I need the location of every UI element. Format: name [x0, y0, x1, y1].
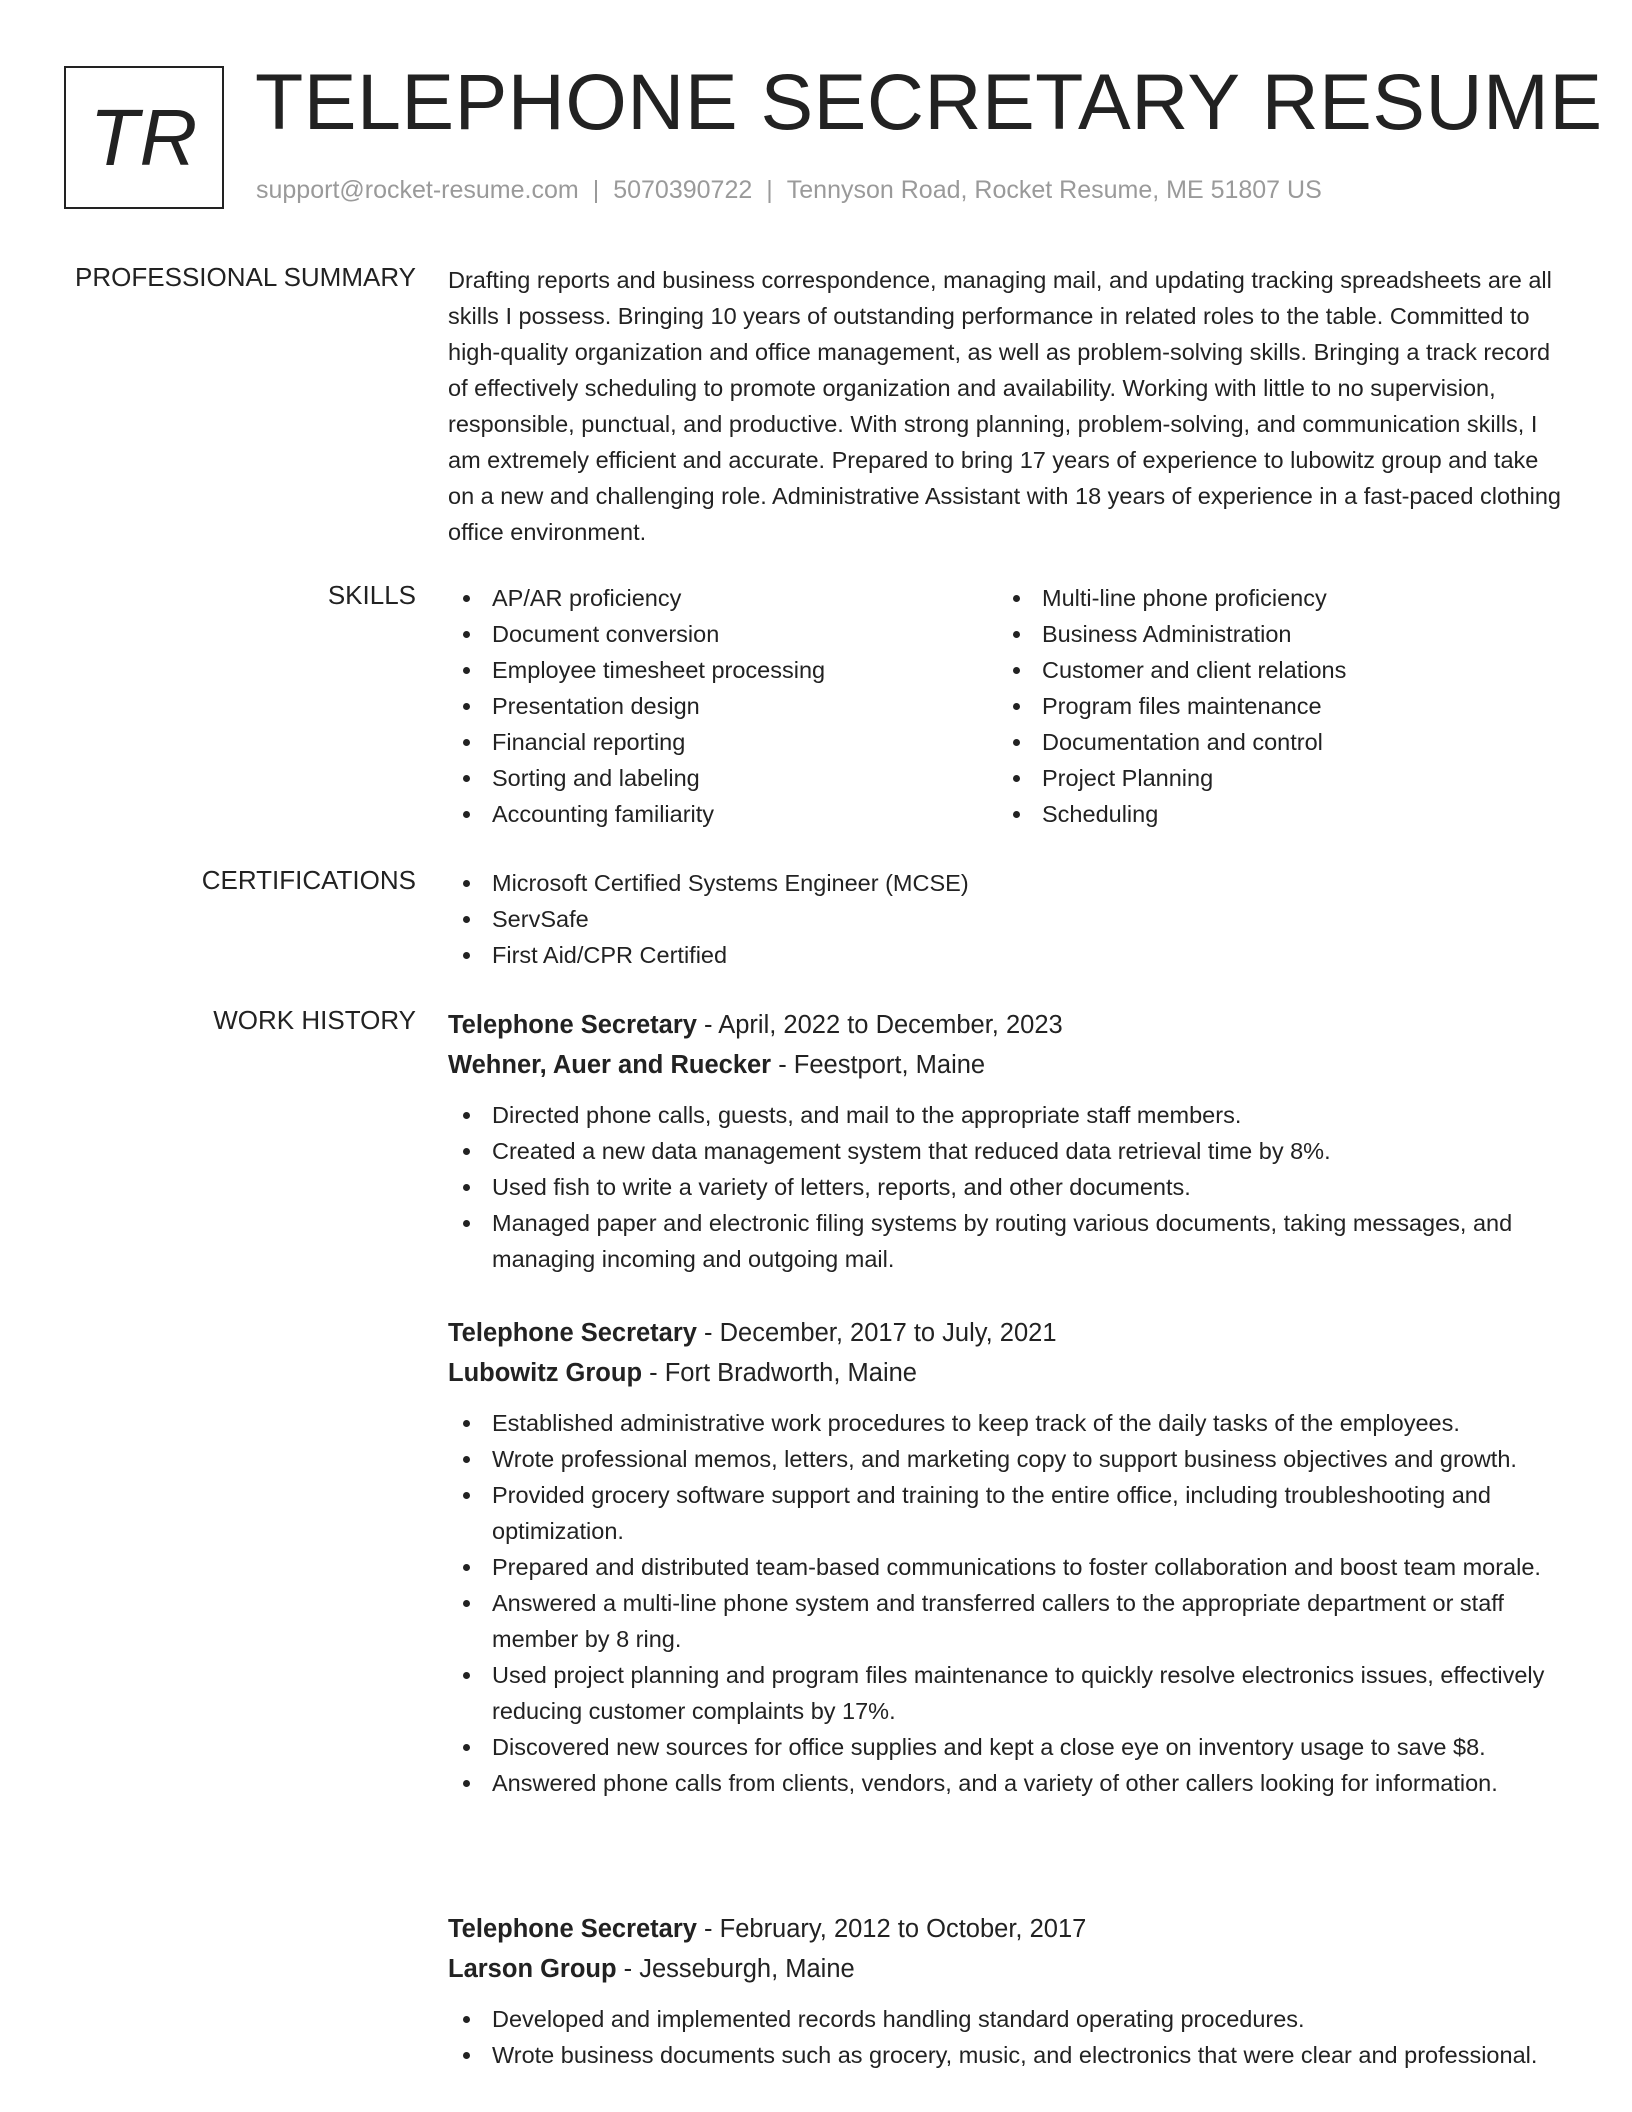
job-bullets — [448, 1405, 1568, 1801]
job-bullet: Developed and implemented records handling standard operating procedures. — [448, 2001, 1568, 2037]
skill-item: AP/AR proficiency — [448, 580, 998, 616]
resume-title: TELEPHONE SECRETARY RESUME — [255, 57, 1603, 146]
job-bullet: Directed phone calls, guests, and mail to the appropriate staff members. — [448, 1097, 1568, 1133]
job-location: - Fort Bradworth, Maine — [642, 1359, 917, 1387]
job-company: Larson Group — [448, 1955, 617, 1983]
skill-item: Documentation and control — [998, 724, 1548, 760]
monogram-box — [64, 66, 224, 209]
contact-address: Tennyson Road, Rocket Resume, ME 51807 US — [786, 176, 1322, 204]
skill-item: Project Planning — [998, 760, 1548, 796]
monogram-initials: TR — [89, 92, 199, 182]
job-location: - Feestport, Maine — [771, 1051, 986, 1079]
contact-separator: | — [766, 176, 773, 204]
skill-item: Accounting familiarity — [448, 796, 998, 832]
section-label-summary: PROFESSIONAL SUMMARY — [75, 262, 416, 292]
certifications-body — [448, 865, 1568, 973]
job-entry — [448, 1909, 1568, 2073]
job-bullets — [448, 1097, 1568, 1277]
job-company-line — [448, 1949, 1568, 1989]
section-label-certifications: CERTIFICATIONS — [201, 865, 416, 895]
job-title-line — [448, 1313, 1568, 1353]
job-entry — [448, 1313, 1568, 1801]
section-label-work-history: WORK HISTORY — [213, 1005, 416, 1035]
contact-line — [256, 176, 1322, 205]
job-bullet: Established administrative work procedures to keep track of the daily tasks of the employees. — [448, 1405, 1568, 1441]
certification-item: First Aid/CPR Certified — [448, 937, 1568, 973]
job-title: Telephone Secretary — [448, 1319, 697, 1347]
skill-item: Multi-line phone proficiency — [998, 580, 1548, 616]
contact-separator: | — [592, 176, 600, 204]
certification-item: Microsoft Certified Systems Engineer (MCSE) — [448, 865, 1568, 901]
skill-item: Financial reporting — [448, 724, 998, 760]
skills-left-list — [448, 580, 998, 832]
job-bullet: Used fish to write a variety of letters, reports, and other documents. — [448, 1169, 1568, 1205]
job-company-line — [448, 1353, 1568, 1393]
job-title: Telephone Secretary — [448, 1915, 697, 1943]
contact-email: support@rocket-resume.com — [256, 176, 579, 204]
job-company-line — [448, 1045, 1568, 1085]
skill-item: Document conversion — [448, 616, 998, 652]
job-bullet: Wrote professional memos, letters, and marketing copy to support business objectives and growth. — [448, 1441, 1568, 1477]
certifications-list — [448, 865, 1568, 973]
job-bullet: Wrote business documents such as grocery, music, and electronics that were clear and professional. — [448, 2037, 1568, 2073]
job-bullet: Used project planning and program files maintenance to quickly resolve electronics issues, effectively reducing customer complaints by 17%. — [448, 1657, 1568, 1729]
skills-grid — [448, 580, 1568, 832]
skill-item: Program files maintenance — [998, 688, 1548, 724]
job-dates: - December, 2017 to July, 2021 — [696, 1319, 1057, 1347]
job-dates: - February, 2012 to October, 2017 — [696, 1915, 1087, 1943]
skill-item: Sorting and labeling — [448, 760, 998, 796]
job-dates: - April, 2022 to December, 2023 — [696, 1011, 1063, 1039]
skill-item: Business Administration — [998, 616, 1548, 652]
job-bullets — [448, 2001, 1568, 2073]
job-entry — [448, 1005, 1568, 1277]
contact-phone: 5070390722 — [613, 176, 753, 204]
job-bullet: Discovered new sources for office supplies and kept a close eye on inventory usage to save $8. — [448, 1729, 1568, 1765]
job-bullet: Prepared and distributed team-based communications to foster collaboration and boost team morale. — [448, 1549, 1568, 1585]
job-bullet: Provided grocery software support and training to the entire office, including troubleshooting and optimization. — [448, 1477, 1568, 1549]
job-bullet: Managed paper and electronic filing systems by routing various documents, taking messages, and managing incoming and outgoing mail. — [448, 1205, 1568, 1277]
job-title-line — [448, 1005, 1568, 1045]
job-bullet: Answered phone calls from clients, vendors, and a variety of other callers looking for information. — [448, 1765, 1568, 1801]
summary-text: Drafting reports and business correspondence, managing mail, and updating tracking spreadsheets are all skills I possess. Bringing 10 years of outstanding performance in related roles to the table. Committed to high-quality organization and office management, as well as problem-solving skills. Bringing a track record of effectively scheduling to promote organization and availability. Working with little to no supervision, responsible, punctual, and productive. With strong planning, problem-solving, and communication skills, I am extremely efficient and accurate. Prepared to bring 17 years of experience to lubowitz group and take on a new and challenging role. Administrative Assistant with 18 years of experience in a fast-paced clothing office environment. — [448, 267, 1561, 545]
job-bullet: Created a new data management system that reduced data retrieval time by 8%. — [448, 1133, 1568, 1169]
job-company: Lubowitz Group — [448, 1359, 643, 1387]
skill-item: Employee timesheet processing — [448, 652, 998, 688]
skill-item: Scheduling — [998, 796, 1548, 832]
skills-right-list — [998, 580, 1548, 832]
job-company: Wehner, Auer and Ruecker — [448, 1051, 772, 1079]
job-location: - Jesseburgh, Maine — [616, 1955, 855, 1983]
section-label-skills: SKILLS — [327, 580, 416, 610]
job-title: Telephone Secretary — [448, 1011, 697, 1039]
certification-item: ServSafe — [448, 901, 1568, 937]
job-title-line — [448, 1909, 1568, 1949]
skill-item: Customer and client relations — [998, 652, 1548, 688]
skill-item: Presentation design — [448, 688, 998, 724]
job-bullet: Answered a multi-line phone system and transferred callers to the appropriate department or staff member by 8 ring. — [448, 1585, 1568, 1657]
